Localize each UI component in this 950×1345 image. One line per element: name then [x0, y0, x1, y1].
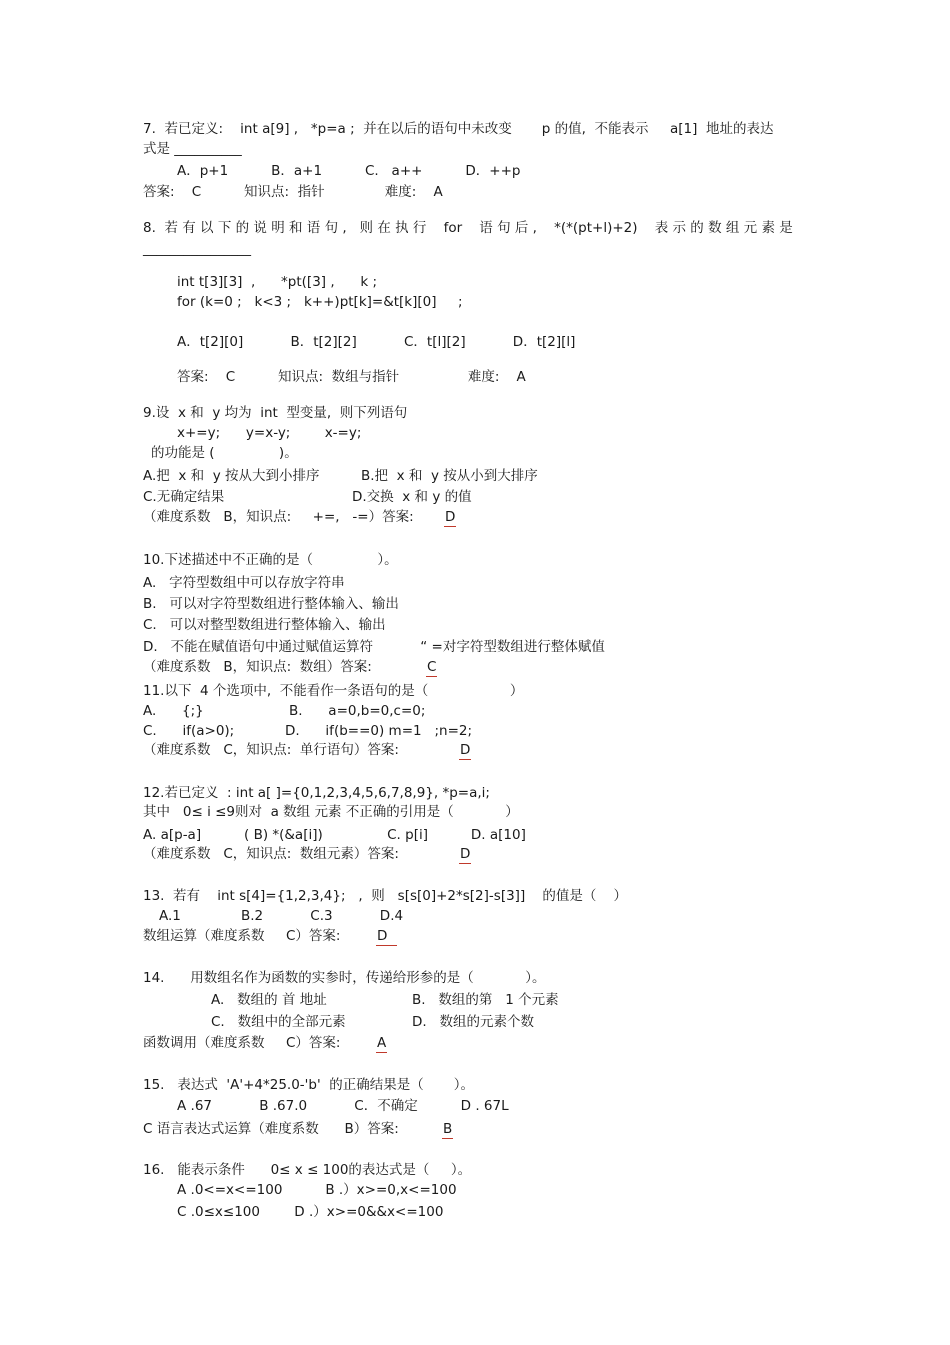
text-line-q11-optA: A. {;} — [143, 703, 204, 719]
text-line-q9-meta: （难度系数 B，知识点: +=, -=）答案: — [143, 509, 414, 525]
text-line-q10-optC: C. 可以对整型数组进行整体输入、输出 — [143, 617, 386, 633]
text-line-q16-l1: 16. 能表示条件 0≤ x ≤ 100的表达式是（ ）。 — [143, 1162, 472, 1178]
text-line-q16-opts2: C .0≤x≤100 D .）x>=0&&x<=100 — [177, 1204, 444, 1220]
answer-key: D — [460, 846, 471, 862]
text-line-q11-optD: D. if(b==0) m=1 ;n=2; — [285, 723, 473, 739]
text-line-q7-l2: 式是 __________ — [143, 141, 242, 157]
answer-key: D — [445, 509, 456, 525]
text-line-q11-meta: （难度系数 C，知识点: 单行语句）答案: — [143, 742, 399, 758]
answer-key: D — [460, 742, 471, 758]
text-line-q14-optA: A. 数组的 首 地址 — [211, 992, 327, 1008]
text-line-q7-opts: A．p+1 B．a+1 C. a++ D．++p — [177, 163, 521, 179]
text-line-q9-l1: 9.设 x 和 y 均为 int 型变量, 则下列语句 — [143, 405, 408, 421]
text-line-q9-optD: D.交换 x 和 y 的值 — [352, 489, 472, 505]
text-line-q9-l2: x+=y; y=x-y; x-=y; — [177, 425, 362, 441]
text-line-q11-optC: C. if(a>0); — [143, 723, 235, 739]
text-line-q13-l1: 13. 若有 int s[4]={1,2,3,4}; , 则 s[s[0]+2*s[2]-s[3]] 的值是（ ） — [143, 888, 628, 904]
text-line-q9-l3: 的功能是 ( )。 — [151, 445, 298, 461]
text-line-q13-opts: A.1 B.2 C.3 D.4 — [159, 908, 404, 924]
text-line-q9-optB: B.把 x 和 y 按从小到大排序 — [361, 468, 538, 484]
text-line-q8-code1: int t[3][3] , *pt([3] , k ; — [177, 274, 378, 290]
text-line-q14-l1: 14. 用数组名作为函数的实参时，传递给形参的是（ ）。 — [143, 970, 546, 986]
text-line-q12-meta: （难度系数 C，知识点: 数组元素）答案: — [143, 846, 399, 862]
answer-key: A — [377, 1035, 387, 1051]
text-line-q12-opts: A. a[p-a] ( B) *(&a[i]) C. p[i] D. a[10] — [143, 827, 526, 843]
text-line-q8-l2: ________________ — [143, 241, 251, 257]
text-line-q8-opts: A．t[2][0] B．t[2][2] C．t[l][2] D．t[2][l] — [177, 334, 576, 350]
text-line-q14-optB: B. 数组的第 1 个元素 — [412, 992, 559, 1008]
text-line-q14-optD: D. 数组的元素个数 — [412, 1014, 535, 1030]
text-line-q12-l1: 12.若已定义 : int a[ ]={0,1,2,3,4,5,6,7,8,9}, *p=a,i; — [143, 785, 490, 801]
text-line-q8-l1: 8. 若 有 以 下 的 说 明 和 语 句 , 则 在 执 行 for 语 句 后 , *(*(pt+l)+2) 表 示 的 数 组 元 素 是 — [143, 220, 793, 236]
text-line-q10-meta: （难度系数 B，知识点: 数组）答案: — [143, 659, 372, 675]
text-line-q11-optB: B. a=0,b=0,c=0; — [289, 703, 426, 719]
text-line-q15-meta: C 语言表达式运算（难度系数 B）答案: — [143, 1121, 399, 1137]
answer-key: B — [443, 1121, 453, 1137]
text-line-q10-optB: B. 可以对字符型数组进行整体输入、输出 — [143, 596, 399, 612]
text-line-q15-opts: A .67 B .67.0 C．不确定 D . 67L — [177, 1098, 509, 1114]
text-line-q10-l1: 10.下述描述中不正确的是（ ）。 — [143, 552, 398, 568]
text-line-q10-optD: D. 不能在赋值语句中通过赋值运算符 “ =对字符型数组进行整体赋值 — [143, 639, 605, 655]
text-line-q14-meta: 函数调用（难度系数 C）答案: — [143, 1035, 341, 1051]
text-line-q15-l1: 15. 表达式 'A'+4*25.0-'b' 的正确结果是（ ）。 — [143, 1077, 475, 1093]
text-line-q10-optA: A. 字符型数组中可以存放字符串 — [143, 575, 345, 591]
text-line-q11-l1: 11.以下 4 个选项中, 不能看作一条语句的是（ ） — [143, 683, 524, 699]
text-line-q8-ans: 答案: C 知识点: 数组与指针 难度: A — [177, 369, 526, 385]
text-line-q9-optC: C.无确定结果 — [143, 489, 225, 505]
text-line-q16-opts1: A .0<=x<=100 B .）x>=0,x<=100 — [177, 1182, 457, 1198]
answer-key: C — [427, 659, 437, 675]
text-line-q7-l1: 7. 若已定义: int a[9] , *p=a ; 并在以后的语句中未改变 p 的值, 不能表示 a[1] 地址的表达 — [143, 121, 774, 137]
answer-key: D — [377, 928, 396, 944]
text-line-q7-ans: 答案: C 知识点: 指针 难度: A — [143, 184, 443, 200]
text-line-q14-optC: C. 数组中的全部元素 — [211, 1014, 346, 1030]
text-line-q8-code2: for (k=0 ; k<3 ; k++)pt[k]=&t[k][0] ; — [177, 294, 463, 310]
text-line-q9-optA: A.把 x 和 y 按从大到小排序 — [143, 468, 320, 484]
text-line-q12-l2: 其中 0≤ i ≤9则对 a 数组 元素 不正确的引用是（ ） — [143, 804, 519, 820]
text-line-q13-meta: 数组运算（难度系数 C）答案: — [143, 928, 341, 944]
